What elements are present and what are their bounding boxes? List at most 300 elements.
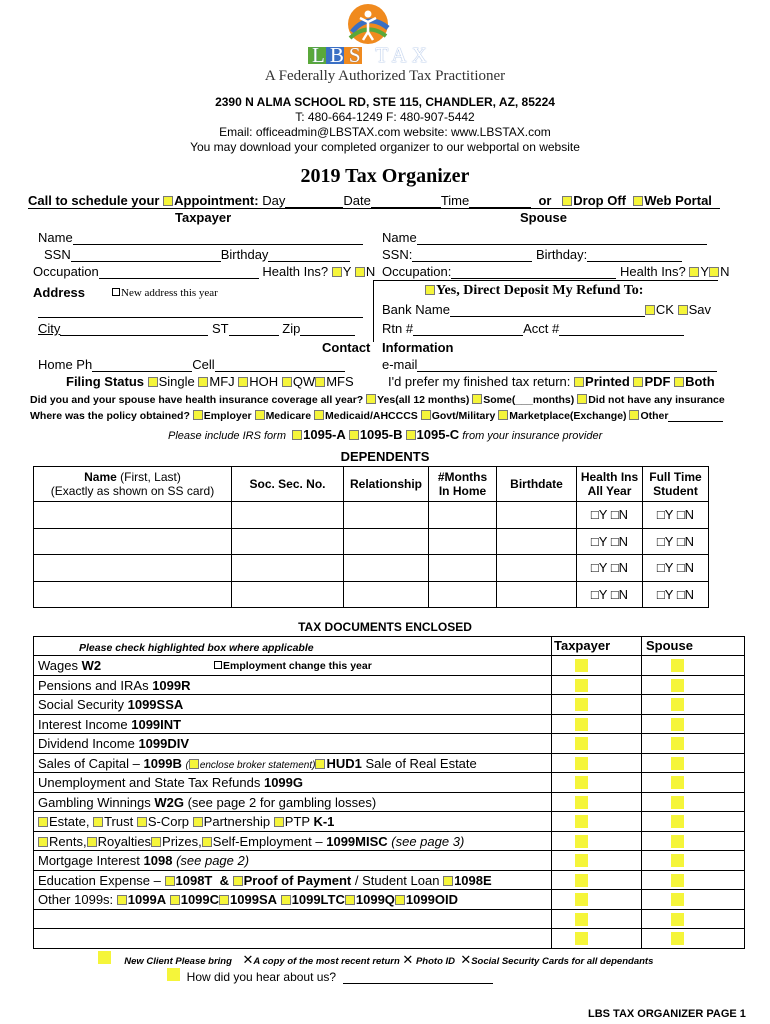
self-employment-checkbox[interactable] xyxy=(202,837,212,847)
dependent-row[interactable] xyxy=(34,555,709,582)
both-checkbox[interactable] xyxy=(674,377,684,387)
1099oid-checkbox[interactable] xyxy=(395,895,405,905)
photo-id-x-icon[interactable]: ✕ xyxy=(402,952,414,967)
other-label: Other xyxy=(640,410,669,422)
proof-checkbox[interactable] xyxy=(233,876,243,886)
home-phone-field[interactable] xyxy=(92,361,192,372)
blank2-spouse-box[interactable] xyxy=(671,932,684,945)
ss-cards-label: Social Security Cards for all dependants xyxy=(471,956,654,967)
1099ltc-label: 1099LTC xyxy=(291,892,345,907)
mfs-label: MFS xyxy=(326,374,354,389)
other-spouse-box[interactable] xyxy=(671,893,684,906)
printed-checkbox[interactable] xyxy=(574,377,584,387)
interest-spouse-box[interactable] xyxy=(671,718,684,731)
mortgage-label: Mortgage Interest xyxy=(38,853,140,868)
medicare-checkbox[interactable] xyxy=(255,410,265,420)
taxpayer-col-header: Taxpayer xyxy=(554,638,611,653)
doc-row-mortgage xyxy=(33,851,745,871)
blank1-taxpayer-box[interactable] xyxy=(575,913,588,926)
dep-months-cell[interactable] xyxy=(429,502,497,529)
copy-return-x-icon[interactable]: ✕ xyxy=(242,952,254,967)
w2-label: W2 xyxy=(81,658,102,673)
irs-form-row xyxy=(168,427,602,442)
royalties-checkbox[interactable] xyxy=(87,837,97,847)
dep-ssn-cell[interactable] xyxy=(232,555,344,582)
spouse-name-field[interactable] xyxy=(417,234,707,245)
estate-taxpayer-box[interactable] xyxy=(575,815,588,828)
1099a-label: 1099A xyxy=(127,892,167,907)
day-label: Day xyxy=(262,193,286,208)
1099r-label: 1099R xyxy=(152,677,191,693)
interest-taxpayer-box[interactable] xyxy=(575,718,588,731)
dependents-header-row xyxy=(34,467,709,502)
city-field[interactable] xyxy=(60,325,208,336)
1098t-checkbox[interactable] xyxy=(165,876,175,886)
col-name-sub: (First, Last) xyxy=(120,470,181,484)
dep-health-yn[interactable]: □Y □N xyxy=(577,555,643,582)
spouse-health-yes: Y xyxy=(700,264,710,279)
documents-header xyxy=(33,636,745,656)
broker-label: enclose broker statement xyxy=(199,759,313,771)
capital-taxpayer-box[interactable] xyxy=(575,757,588,770)
gambling-note: (see page 2 for gambling losses) xyxy=(187,794,377,810)
bank-name-field[interactable] xyxy=(450,306,645,317)
ptp-checkbox[interactable] xyxy=(274,817,284,827)
phone-line: T: 480-664-1249 F: 480-907-5442 xyxy=(295,110,475,124)
interest-label: Interest Income xyxy=(38,716,128,732)
logo-wordmark: LBS TAX xyxy=(312,43,432,67)
self-employment-label: Self-Employment – xyxy=(212,833,323,849)
broker-checkbox[interactable] xyxy=(189,759,199,769)
col-name-header xyxy=(34,467,232,502)
mfs-checkbox[interactable] xyxy=(315,377,325,387)
doc-row-blank[interactable] xyxy=(33,929,745,949)
unemployment-label: Unemployment and State Tax Refunds xyxy=(38,775,261,790)
rents-label: Rents, xyxy=(49,833,87,849)
dependent-row[interactable] xyxy=(34,581,709,608)
call-label: Call to schedule your xyxy=(28,193,160,208)
see-page2-label: (see page 2) xyxy=(176,853,250,868)
1099q-label: 1099Q xyxy=(355,892,395,907)
spouse-name-label: Name xyxy=(382,230,417,245)
k1-label: K-1 xyxy=(313,814,335,829)
1099c-label: 1099C xyxy=(180,892,220,907)
other-1099s-label: Other 1099s: xyxy=(38,892,114,907)
dep-ssn-cell[interactable] xyxy=(232,528,344,555)
1099ssa-label: 1099SSA xyxy=(127,697,184,712)
dep-months-cell[interactable] xyxy=(429,528,497,555)
1099div-label: 1099DIV xyxy=(138,736,190,751)
tax-documents-title: TAX DOCUMENTS ENCLOSED xyxy=(298,620,472,634)
dep-birth-cell[interactable] xyxy=(497,502,577,529)
blank1-spouse-box[interactable] xyxy=(671,913,684,926)
acct-label: Acct # xyxy=(523,321,560,336)
1099sa-label: 1099SA xyxy=(230,892,278,907)
scorp-checkbox[interactable] xyxy=(137,817,147,827)
insurance-some-label: Some(___months) xyxy=(483,394,575,406)
1095a-checkbox[interactable] xyxy=(292,430,302,440)
information-label: Information xyxy=(382,340,454,355)
rtn-field[interactable] xyxy=(413,325,523,336)
1095b-label: 1095-B xyxy=(359,427,403,442)
bank-name-row xyxy=(382,302,711,317)
taxpayer-occupation-field[interactable] xyxy=(99,268,259,279)
1095b-checkbox[interactable] xyxy=(349,430,359,440)
gambling-taxpayer-box[interactable] xyxy=(575,796,588,809)
pdf-label: PDF xyxy=(644,374,671,389)
sav-checkbox[interactable] xyxy=(678,305,688,315)
dep-health-yn[interactable]: □Y □N xyxy=(577,502,643,529)
col-months-header xyxy=(429,467,497,502)
st-label: ST xyxy=(212,321,229,336)
col-health-title: Health Ins xyxy=(580,470,639,484)
direct-deposit-row xyxy=(425,283,643,299)
city-row xyxy=(38,321,355,336)
taxpayer-health-label: Health Ins? xyxy=(262,264,329,279)
dep-student-yn[interactable]: □Y □N xyxy=(643,555,709,582)
blank2-taxpayer-box[interactable] xyxy=(575,932,588,945)
amp-label: & xyxy=(219,872,229,888)
date-field[interactable] xyxy=(371,197,441,208)
contact-email-label: e-mail xyxy=(382,357,418,372)
irs-form-label: Please include IRS form xyxy=(168,430,286,442)
mfj-checkbox[interactable] xyxy=(198,377,208,387)
spouse-health-yes-checkbox[interactable] xyxy=(689,267,699,277)
or-label: or xyxy=(538,193,552,208)
dividend-taxpayer-box[interactable] xyxy=(575,737,588,750)
spouse-occupation-label: Occupation: xyxy=(382,264,452,279)
contact-label: Contact xyxy=(322,340,371,355)
capital-spouse-box[interactable] xyxy=(671,757,684,770)
col-name-title: Name xyxy=(84,470,117,484)
doc-row-education xyxy=(33,871,745,891)
mfj-label: MFJ xyxy=(209,374,235,389)
employment-change-checkbox[interactable] xyxy=(214,661,222,669)
time-field[interactable] xyxy=(469,197,531,208)
taxpayer-name-field[interactable] xyxy=(73,234,363,245)
doc-row-wages xyxy=(33,656,745,676)
dep-rel-cell[interactable] xyxy=(344,528,429,555)
dep-birth-cell[interactable] xyxy=(497,581,577,608)
dep-months-cell[interactable] xyxy=(429,555,497,582)
dep-ssn-cell[interactable] xyxy=(232,581,344,608)
spouse-ssn-row xyxy=(382,247,682,262)
taxpayer-ssn-label: SSN xyxy=(44,247,71,262)
appointment-line xyxy=(28,193,712,208)
doc-row-capital: Sales of Capital – 1099B ( enclose broker statement) HUD1 Sale of Real Estate xyxy=(33,754,745,774)
spouse-health-label: Health Ins? xyxy=(620,264,686,279)
taxpayer-health-no: N xyxy=(365,264,376,279)
ptp-label: PTP xyxy=(284,814,310,829)
insurance-none-checkbox[interactable] xyxy=(577,394,587,404)
appointment-checkbox[interactable] xyxy=(163,196,173,206)
marketplace-label: Marketplace(Exchange) xyxy=(509,410,627,422)
1099q-checkbox[interactable] xyxy=(345,895,355,905)
contact-email-field[interactable] xyxy=(417,361,717,372)
1099ltc-checkbox[interactable] xyxy=(281,895,291,905)
spouse-birthday-label: Birthday: xyxy=(535,247,588,262)
address-field[interactable] xyxy=(38,317,363,318)
single-label: Single xyxy=(158,374,195,389)
documents-note: Please check highlighted box where applicable xyxy=(79,642,314,654)
email-line[interactable]: Email: officeadmin@LBSTAX.com website: www.LBSTAX.com xyxy=(219,125,551,139)
new-client-row xyxy=(98,951,653,968)
1095c-checkbox[interactable] xyxy=(406,430,416,440)
city-label: City xyxy=(38,321,61,336)
insurance-some-checkbox[interactable] xyxy=(472,394,482,404)
col-months-title: #Months xyxy=(437,470,488,484)
cell-field[interactable] xyxy=(215,361,345,372)
qw-checkbox[interactable] xyxy=(282,377,292,387)
new-client-box[interactable] xyxy=(98,951,111,964)
home-phone-label: Home Ph xyxy=(38,357,93,372)
1099int-label: 1099INT xyxy=(131,716,182,732)
cell-label: Cell xyxy=(192,357,215,372)
pensions-taxpayer-box[interactable] xyxy=(575,679,588,692)
spouse-header: Spouse xyxy=(520,210,567,225)
taxpayer-health-no-checkbox[interactable] xyxy=(355,267,365,277)
taxpayer-health-yes-checkbox[interactable] xyxy=(332,267,342,277)
pdf-checkbox[interactable] xyxy=(633,377,643,387)
1098e-checkbox[interactable] xyxy=(443,876,453,886)
social-taxpayer-box[interactable] xyxy=(575,698,588,711)
spouse-name-row xyxy=(382,230,707,245)
dep-name-cell[interactable] xyxy=(34,502,232,529)
policy-question: Where was the policy obtained? xyxy=(30,410,190,422)
ck-label: CK xyxy=(655,302,674,317)
doc-row-blank[interactable] xyxy=(33,910,745,930)
taxpayer-birthday-field[interactable] xyxy=(268,251,350,262)
dep-birth-cell[interactable] xyxy=(497,555,577,582)
1099b-label: 1099B xyxy=(143,755,182,771)
medicaid-checkbox[interactable] xyxy=(314,410,324,420)
taxpayer-ssn-field[interactable] xyxy=(71,251,221,262)
other-taxpayer-box[interactable] xyxy=(575,893,588,906)
estate-checkbox[interactable] xyxy=(38,817,48,827)
trust-checkbox[interactable] xyxy=(93,817,103,827)
taxpayer-name-row xyxy=(38,230,363,245)
hoh-checkbox[interactable] xyxy=(238,377,248,387)
education-spouse-box[interactable] xyxy=(671,874,684,887)
st-field[interactable] xyxy=(229,325,279,336)
dependents-table xyxy=(33,466,709,608)
rents-spouse-box[interactable] xyxy=(671,835,684,848)
hear-row xyxy=(167,968,493,984)
doc-row-rents xyxy=(33,832,745,852)
rents-checkbox[interactable] xyxy=(38,837,48,847)
hear-box[interactable] xyxy=(167,968,180,981)
spouse-birthday-field[interactable] xyxy=(587,251,682,262)
marketplace-checkbox[interactable] xyxy=(498,410,508,420)
rents-taxpayer-box[interactable] xyxy=(575,835,588,848)
col-fulltime-title: Full Time xyxy=(649,470,702,484)
real-estate-label: Sale of Real Estate xyxy=(365,755,477,771)
hud1-label: HUD1 xyxy=(326,755,362,771)
doc-row-pensions xyxy=(33,676,745,696)
estate-spouse-box[interactable] xyxy=(671,815,684,828)
address-label: Address xyxy=(33,285,86,300)
appointment-label: Appointment: xyxy=(174,193,259,208)
col-health-sub: All Year xyxy=(587,484,632,498)
1099sa-checkbox[interactable] xyxy=(219,895,229,905)
col-relationship-header: Relationship xyxy=(344,467,429,502)
day-field[interactable] xyxy=(285,197,343,208)
phone-row xyxy=(38,357,345,372)
col-months-sub: In Home xyxy=(438,484,487,498)
medicare-label: Medicare xyxy=(265,410,312,422)
doc-row-other xyxy=(33,890,745,910)
1099a-checkbox[interactable] xyxy=(117,895,127,905)
web-portal-label: Web Portal xyxy=(644,193,712,208)
other-checkbox[interactable] xyxy=(629,410,639,420)
unemployment-spouse-box[interactable] xyxy=(671,776,684,789)
page-title: 2019 Tax Organizer xyxy=(300,165,470,187)
dividend-label: Dividend Income xyxy=(38,736,135,751)
from-provider-label: from your insurance provider xyxy=(462,430,603,442)
proof-label: Proof of Payment xyxy=(243,872,352,888)
ss-cards-x-icon[interactable]: ✕ xyxy=(460,952,472,967)
new-address-row xyxy=(112,287,218,299)
doc-row-dividend xyxy=(33,734,745,754)
wages-taxpayer-box[interactable] xyxy=(575,659,588,672)
col-fulltime-sub: Student xyxy=(653,484,698,498)
insurance-none-label: Did not have any insurance xyxy=(588,394,725,406)
drop-off-checkbox[interactable] xyxy=(562,196,572,206)
govt-label: Govt/Military xyxy=(431,410,496,422)
qw-label: QW xyxy=(292,374,316,389)
taxpayer-birthday-label: Birthday xyxy=(220,247,269,262)
capital-label: Sales of Capital – xyxy=(38,755,140,771)
taxpayer-health-yes: Y xyxy=(342,264,352,279)
policy-row xyxy=(30,410,723,422)
dep-student-yn[interactable]: □Y □N xyxy=(643,581,709,608)
partnership-label: Partnership xyxy=(203,814,271,829)
time-label: Time xyxy=(440,193,470,208)
mortgage-taxpayer-box[interactable] xyxy=(575,854,588,867)
social-spouse-box[interactable] xyxy=(671,698,684,711)
filing-status-label: Filing Status xyxy=(66,374,144,389)
date-label: Date xyxy=(343,193,371,208)
1099oid-label: 1099OID xyxy=(405,892,458,907)
doc-row-unemployment xyxy=(33,773,745,793)
trust-label: Trust xyxy=(104,814,134,829)
1099misc-label: 1099MISC xyxy=(326,833,388,849)
taxpayer-header: Taxpayer xyxy=(175,210,232,225)
web-portal-checkbox[interactable] xyxy=(633,196,643,206)
hoh-label: HOH xyxy=(249,374,279,389)
dep-health-yn[interactable]: □Y □N xyxy=(577,528,643,555)
prizes-label: Prizes, xyxy=(162,833,202,849)
filing-status-row xyxy=(66,374,354,389)
dep-name-cell[interactable] xyxy=(34,555,232,582)
dep-months-cell[interactable] xyxy=(429,581,497,608)
dep-name-cell[interactable] xyxy=(34,581,232,608)
govt-checkbox[interactable] xyxy=(421,410,431,420)
rtn-label: Rtn # xyxy=(382,321,414,336)
dep-name-cell[interactable] xyxy=(34,528,232,555)
pensions-spouse-box[interactable] xyxy=(671,679,684,692)
dep-rel-cell[interactable] xyxy=(344,581,429,608)
student-loan-label: / Student Loan xyxy=(354,872,440,888)
rtn-row xyxy=(382,321,684,336)
doc-row-estate xyxy=(33,812,745,832)
dep-rel-cell[interactable] xyxy=(344,555,429,582)
tagline: A Federally Authorized Tax Practitioner xyxy=(264,68,506,84)
dependent-row[interactable] xyxy=(34,502,709,529)
education-label: Education Expense – xyxy=(38,872,161,888)
new-address-checkbox[interactable] xyxy=(112,288,120,296)
col-ssn-header: Soc. Sec. No. xyxy=(232,467,344,502)
spouse-health-no-checkbox[interactable] xyxy=(709,267,719,277)
new-address-label: New address this year xyxy=(121,287,218,299)
dep-student-yn[interactable]: □Y □N xyxy=(643,502,709,529)
single-checkbox[interactable] xyxy=(148,377,158,387)
wages-spouse-box[interactable] xyxy=(671,659,684,672)
taxpayer-occupation-label: Occupation xyxy=(33,264,99,279)
insurance-question-row xyxy=(30,394,725,406)
direct-deposit-checkbox[interactable] xyxy=(425,285,435,295)
email-row xyxy=(382,357,717,372)
education-taxpayer-box[interactable] xyxy=(575,874,588,887)
dividend-spouse-box[interactable] xyxy=(671,737,684,750)
hear-label: How did you hear about us? xyxy=(186,970,337,984)
ck-checkbox[interactable] xyxy=(645,305,655,315)
address-line: 2390 N ALMA SCHOOL RD, STE 115, CHANDLER, AZ, 85224 xyxy=(215,95,555,109)
zip-field[interactable] xyxy=(300,325,355,336)
spouse-occupation-field[interactable] xyxy=(451,268,616,279)
dep-birth-cell[interactable] xyxy=(497,528,577,555)
spouse-ssn-field[interactable] xyxy=(412,251,532,262)
hear-field[interactable] xyxy=(343,973,493,984)
spouse-ssn-label: SSN: xyxy=(382,247,413,262)
employer-checkbox[interactable] xyxy=(193,410,203,420)
logo-text xyxy=(308,43,432,69)
employment-change-label: Employment change this year xyxy=(223,660,372,672)
dep-student-yn[interactable]: □Y □N xyxy=(643,528,709,555)
prizes-checkbox[interactable] xyxy=(151,837,161,847)
dep-health-yn[interactable]: □Y □N xyxy=(577,581,643,608)
dep-ssn-cell[interactable] xyxy=(232,502,344,529)
partnership-checkbox[interactable] xyxy=(193,817,203,827)
estate-label: Estate, xyxy=(49,814,90,829)
other-field[interactable] xyxy=(668,411,723,422)
gambling-spouse-box[interactable] xyxy=(671,796,684,809)
see-page3-label: (see page 3) xyxy=(391,833,465,849)
unemployment-taxpayer-box[interactable] xyxy=(575,776,588,789)
hud1-checkbox[interactable] xyxy=(315,759,325,769)
dependent-row[interactable] xyxy=(34,528,709,555)
acct-field[interactable] xyxy=(559,325,684,336)
insurance-yes-checkbox[interactable] xyxy=(366,394,376,404)
col-fulltime-header xyxy=(643,467,709,502)
spouse-health-no: N xyxy=(720,264,730,279)
pensions-label: Pensions and IRAs xyxy=(38,677,149,693)
mortgage-spouse-box[interactable] xyxy=(671,854,684,867)
new-client-label: New Client Please bring xyxy=(124,956,232,967)
w2g-label: W2G xyxy=(154,794,184,810)
medicaid-label: Medicaid/AHCCCS xyxy=(325,410,418,422)
insurance-yes-label: Yes(all 12 months) xyxy=(377,394,470,406)
drop-off-label: Drop Off xyxy=(573,193,627,208)
spouse-col-header: Spouse xyxy=(646,638,693,653)
spouse-occupation-row xyxy=(382,264,729,279)
taxpayer-occupation-row xyxy=(33,264,375,279)
1099g-label: 1099G xyxy=(263,775,304,790)
col-birthdate-header: Birthdate xyxy=(497,467,577,502)
both-label: Both xyxy=(685,374,715,389)
dep-rel-cell[interactable] xyxy=(344,502,429,529)
1099c-checkbox[interactable] xyxy=(170,895,180,905)
